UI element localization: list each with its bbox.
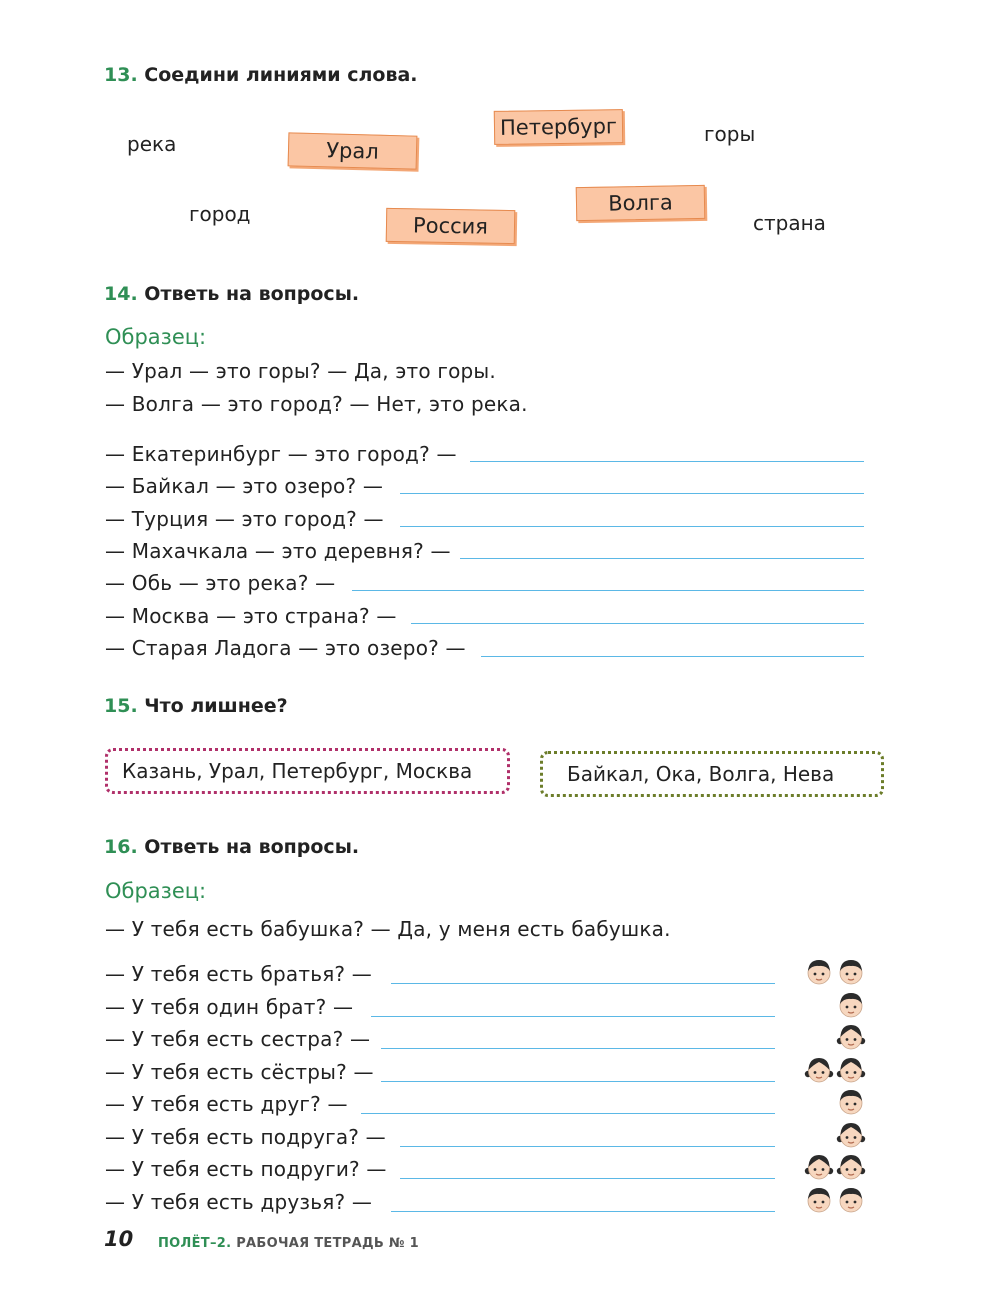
task-16-sample-line: — У тебя есть бабушка? — Да, у меня есть бабушка. — [105, 917, 671, 941]
task-14-sample-line: — Урал — это горы? — Да, это горы. — [105, 359, 496, 383]
task-16-question: — У тебя есть сёстры? — — [105, 1060, 374, 1084]
odd-one-out-box-rivers[interactable]: Байкал, Ока, Волга, Нева — [540, 751, 884, 797]
girl-icon — [836, 1119, 866, 1149]
task-16-title — [104, 836, 359, 858]
task-14-question: — Байкал — это озеро? — — [105, 474, 384, 498]
task-14-sample-label: Образец: — [105, 325, 207, 349]
boy-icon — [836, 956, 866, 986]
boy-icon — [804, 956, 834, 986]
people-icons — [800, 1119, 866, 1149]
word-gorod[interactable]: город — [189, 202, 251, 226]
tag-ural[interactable]: Урал — [288, 132, 418, 169]
task-15-number: 15. — [104, 695, 138, 717]
people-icons — [800, 989, 866, 1019]
answer-line[interactable] — [400, 1146, 775, 1147]
answer-line[interactable] — [391, 983, 775, 984]
task-16-sample-label: Образец: — [105, 879, 207, 903]
task-16-question: — У тебя есть братья? — — [105, 962, 373, 986]
answer-line[interactable] — [460, 558, 864, 559]
tag-volga[interactable]: Волга — [576, 185, 706, 221]
task-16-question: — У тебя есть подруга? — — [105, 1125, 386, 1149]
answer-line[interactable] — [381, 1081, 775, 1082]
girl-icon — [836, 1151, 866, 1181]
task-14-title — [104, 283, 359, 305]
people-icons — [800, 1054, 866, 1084]
answer-line[interactable] — [400, 1178, 775, 1179]
girl-icon — [836, 1021, 866, 1051]
boy-icon — [836, 1184, 866, 1214]
people-icons — [800, 1184, 866, 1214]
people-icons — [800, 1151, 866, 1181]
answer-line[interactable] — [371, 1016, 775, 1017]
task-16-question: — У тебя есть друг? — — [105, 1092, 348, 1116]
people-icons — [800, 956, 866, 986]
word-gory[interactable]: горы — [704, 122, 756, 146]
page-number: 10 — [104, 1227, 134, 1251]
word-reka[interactable]: река — [127, 132, 177, 156]
girl-icon — [804, 1054, 834, 1084]
task-16-heading: Ответь на вопросы. — [144, 836, 360, 858]
task-16-question: — У тебя есть сестра? — — [105, 1027, 371, 1051]
task-14-question: — Екатеринбург — это город? — — [105, 442, 457, 466]
task-14-question: — Махачкала — это деревня? — — [105, 539, 451, 563]
word-strana[interactable]: страна — [753, 211, 826, 235]
people-icons — [800, 1086, 866, 1116]
workbook-subtitle: РАБОЧАЯ ТЕТРАДЬ № 1 — [236, 1236, 419, 1251]
task-15-heading: Что лишнее? — [144, 695, 288, 717]
task-13-title — [104, 64, 418, 86]
task-14-question: — Москва — это страна? — — [105, 604, 397, 628]
task-14-number: 14. — [104, 283, 138, 305]
task-14-question: — Турция — это город? — — [105, 507, 384, 531]
odd-one-out-box-cities[interactable]: Казань, Урал, Петербург, Москва — [105, 748, 510, 794]
answer-line[interactable] — [481, 656, 864, 657]
task-16-question: — У тебя есть подруги? — — [105, 1157, 387, 1181]
task-14-heading: Ответь на вопросы. — [144, 283, 360, 305]
girl-icon — [804, 1151, 834, 1181]
answer-line[interactable] — [400, 526, 864, 527]
book-title: ПОЛЁТ–2. — [158, 1236, 232, 1251]
task-15-title — [104, 695, 288, 717]
answer-line[interactable] — [361, 1113, 775, 1114]
boy-icon — [836, 989, 866, 1019]
boy-icon — [836, 1086, 866, 1116]
task-14-question: — Обь — это река? — — [105, 571, 336, 595]
answer-line[interactable] — [400, 493, 864, 494]
tag-peterburg[interactable]: Петербург — [494, 109, 623, 145]
task-16-number: 16. — [104, 836, 138, 858]
task-14-sample-line: — Волга — это город? — Нет, это река. — [105, 392, 528, 416]
tag-rossiya[interactable]: Россия — [386, 208, 516, 244]
answer-line[interactable] — [381, 1048, 775, 1049]
boy-icon — [804, 1184, 834, 1214]
answer-line[interactable] — [411, 623, 864, 624]
answer-line[interactable] — [352, 590, 864, 591]
answer-line[interactable] — [391, 1211, 775, 1212]
task-16-question: — У тебя один брат? — — [105, 995, 354, 1019]
task-13-heading: Соедини линиями слова. — [144, 64, 418, 86]
people-icons — [800, 1021, 866, 1051]
girl-icon — [836, 1054, 866, 1084]
task-16-question: — У тебя есть друзья? — — [105, 1190, 373, 1214]
answer-line[interactable] — [470, 461, 864, 462]
task-14-question: — Старая Ладога — это озеро? — — [105, 636, 466, 660]
task-13-number: 13. — [104, 64, 138, 86]
footer-title — [158, 1236, 419, 1251]
